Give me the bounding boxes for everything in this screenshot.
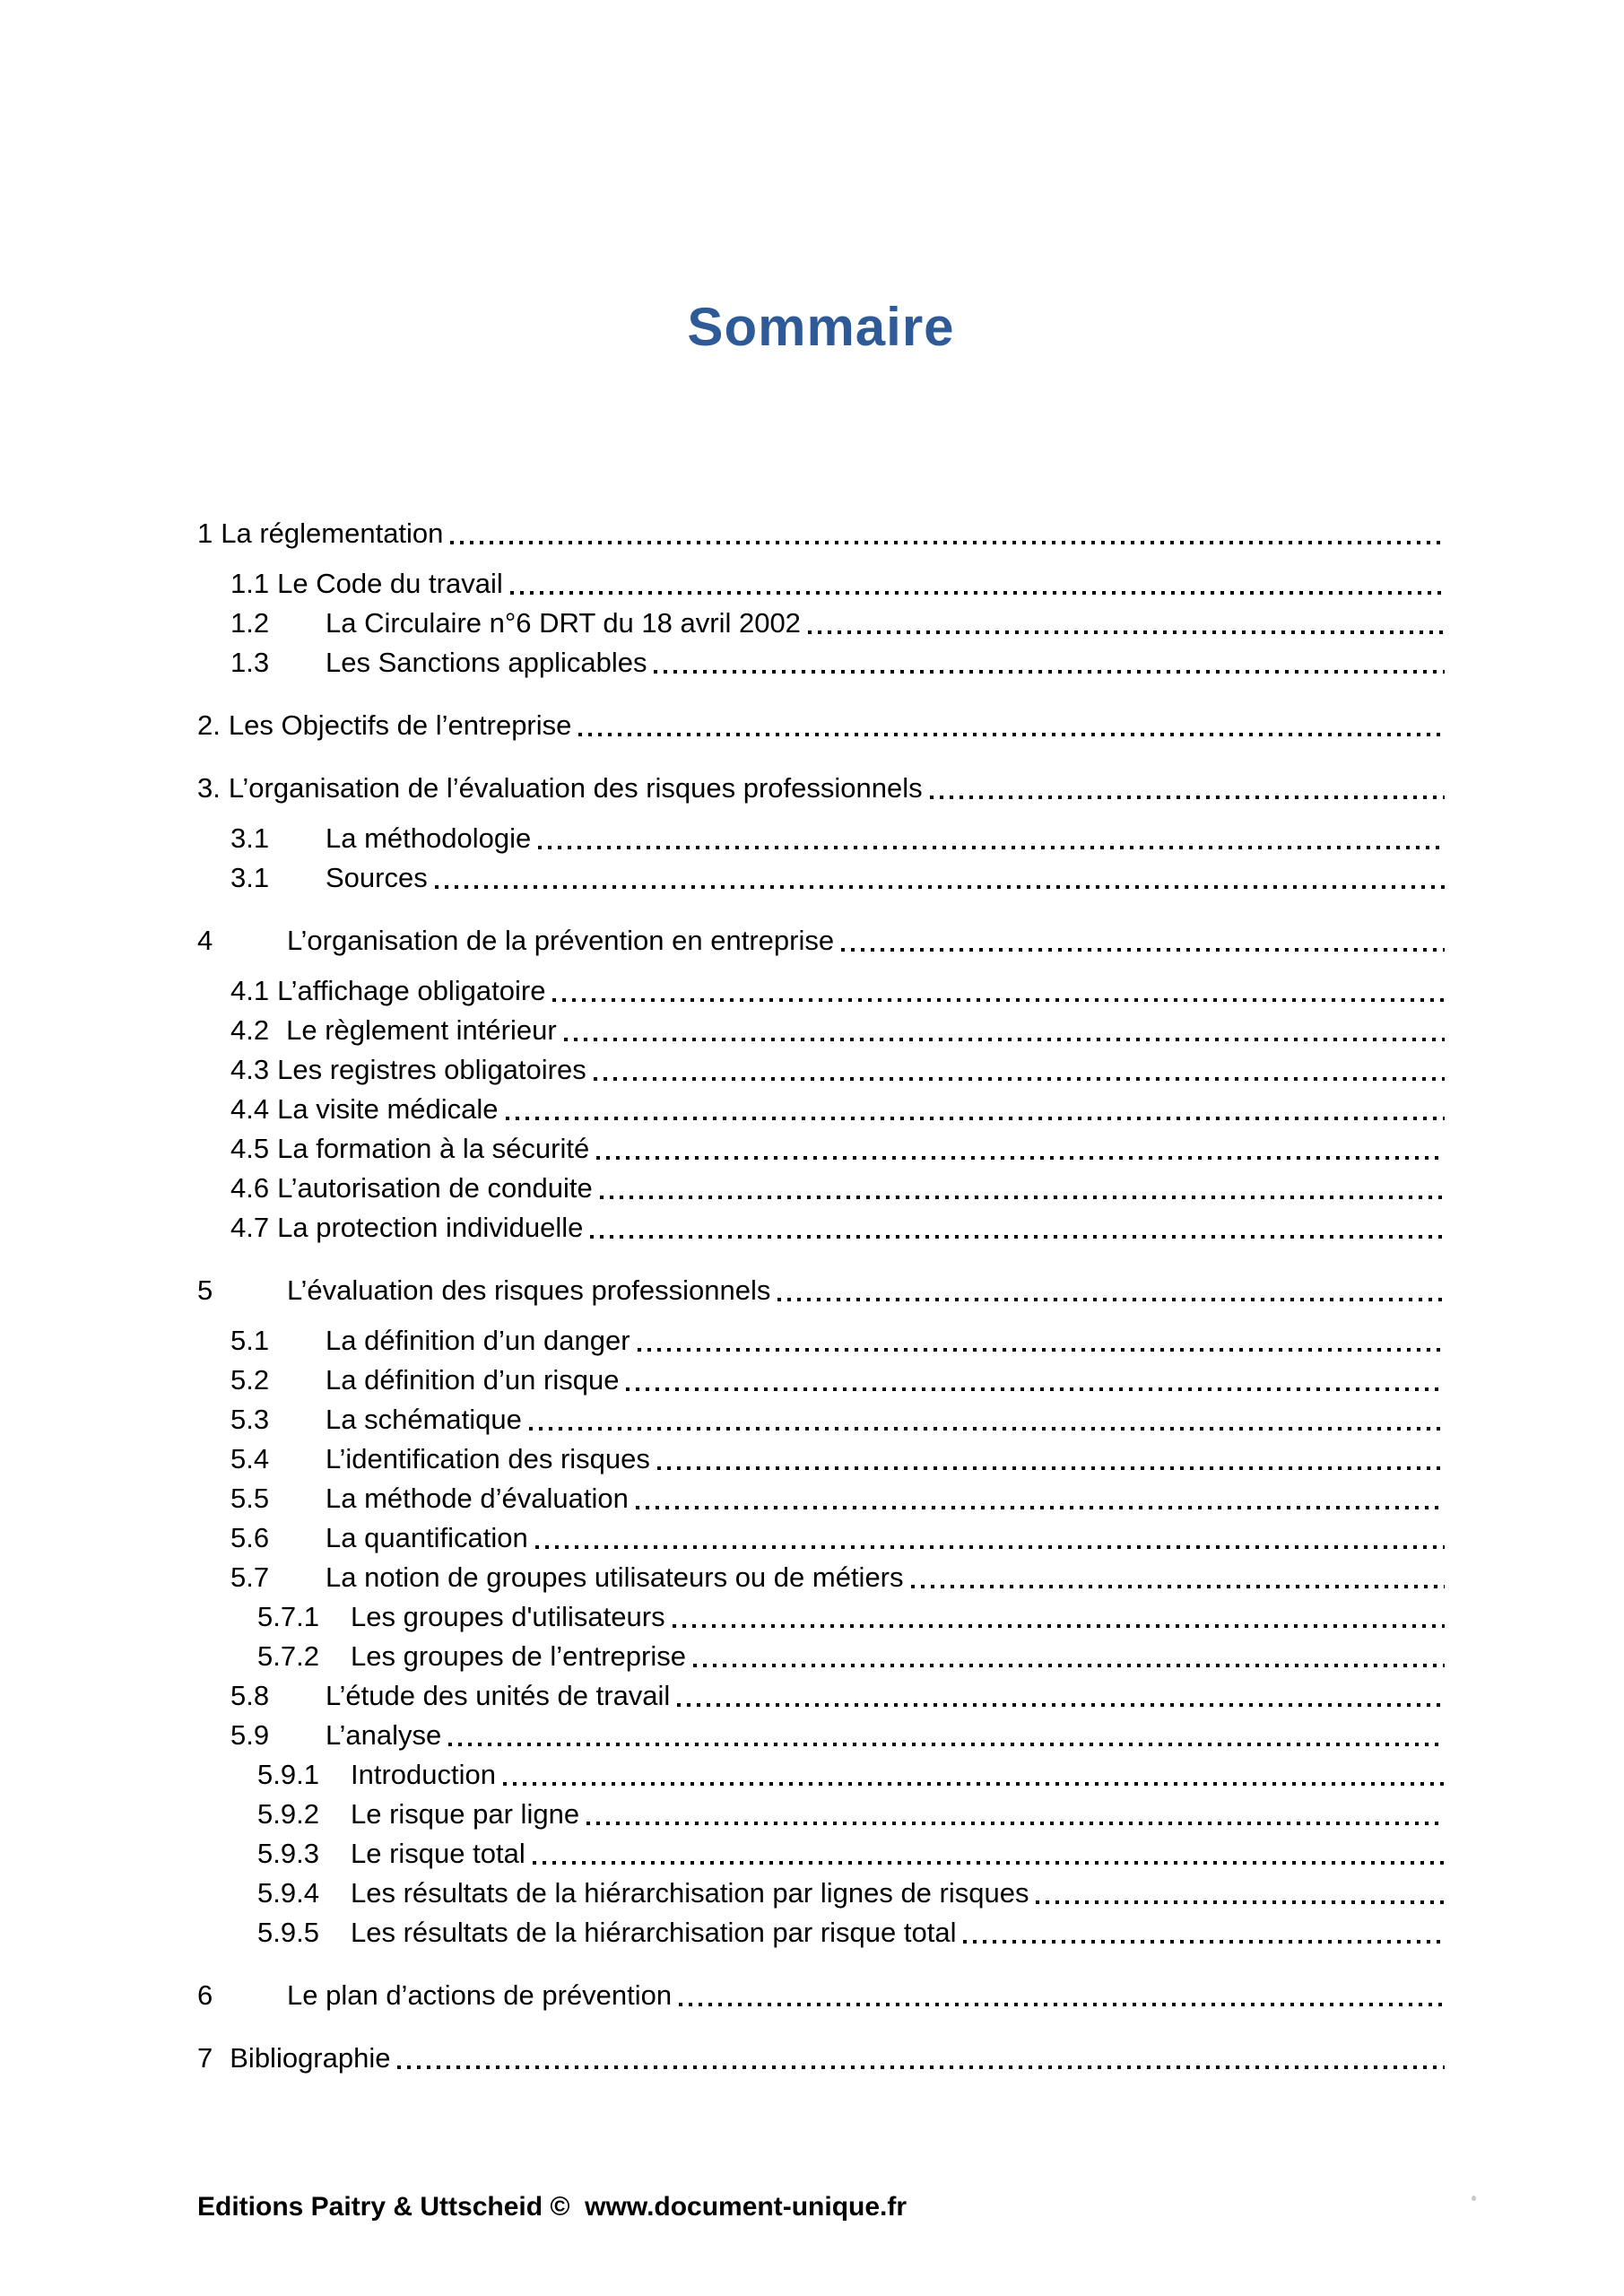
dot-leader bbox=[911, 1585, 1445, 1588]
dot-leader bbox=[510, 591, 1445, 595]
toc-entry[interactable] bbox=[197, 1400, 1445, 1439]
toc-entry[interactable] bbox=[197, 921, 1445, 961]
toc-entry[interactable] bbox=[197, 1271, 1445, 1310]
toc-entry-title: La quantification bbox=[326, 1522, 528, 1553]
toc-entry-number: 1 bbox=[197, 517, 213, 549]
dot-leader bbox=[448, 1743, 1445, 1746]
toc-entry-number: 5.7.1 bbox=[257, 1601, 319, 1632]
toc-entry-number: 4.6 bbox=[230, 1172, 270, 1204]
toc-entry-number: 5.4 bbox=[230, 1443, 270, 1474]
toc-entry[interactable] bbox=[197, 1439, 1445, 1479]
toc-entry[interactable] bbox=[197, 1361, 1445, 1400]
dot-leader bbox=[626, 1387, 1445, 1391]
toc-entry-number: 5.9.2 bbox=[257, 1798, 319, 1830]
toc-entry-number: 4.3 bbox=[230, 1054, 270, 1085]
toc-entry[interactable] bbox=[197, 858, 1445, 898]
toc-entry-title: Sources bbox=[326, 862, 428, 893]
dot-leader bbox=[841, 948, 1445, 952]
toc-entry[interactable] bbox=[197, 1913, 1445, 1952]
toc-entry-number: 5.2 bbox=[230, 1364, 270, 1396]
dot-leader bbox=[657, 1466, 1445, 1470]
toc-entry[interactable] bbox=[197, 1834, 1445, 1874]
toc-entry-number: 1.1 bbox=[230, 568, 270, 599]
toc-entry-title: Les résultats de la hiérarchisation par risque total bbox=[351, 1917, 957, 1948]
toc-entry-number: 5.9.3 bbox=[257, 1838, 319, 1869]
toc-entry-number: 5.1 bbox=[230, 1325, 270, 1356]
dot-leader bbox=[638, 1348, 1445, 1352]
toc-entry-number: 5.9 bbox=[230, 1719, 270, 1751]
dot-leader bbox=[564, 1038, 1445, 1041]
toc-entry-number: 4.2 bbox=[230, 1014, 270, 1046]
toc-entry-title: La formation à la sécurité bbox=[277, 1133, 590, 1164]
toc-entry-title: Les groupes d'utilisateurs bbox=[351, 1601, 665, 1632]
toc-entry[interactable] bbox=[197, 1011, 1445, 1050]
toc-entry[interactable] bbox=[197, 643, 1445, 683]
toc-entry-number: 4.1 bbox=[230, 975, 270, 1006]
toc-entry-title: Les groupes de l’entreprise bbox=[351, 1640, 686, 1672]
dot-leader bbox=[654, 670, 1445, 674]
dot-leader bbox=[529, 1427, 1445, 1431]
toc-entry-number: 2. bbox=[197, 709, 221, 741]
page-title: Sommaire bbox=[687, 297, 955, 357]
footer-text: Editions Paitry & Uttscheid © www.document-unique.fr bbox=[197, 2192, 908, 2222]
toc-entry[interactable] bbox=[197, 1597, 1445, 1637]
toc-entry-title: L’affichage obligatoire bbox=[277, 975, 546, 1006]
toc-entry[interactable] bbox=[197, 971, 1445, 1011]
dot-leader bbox=[808, 631, 1445, 634]
toc-entry-number: 7 bbox=[197, 2042, 213, 2074]
toc-entry[interactable] bbox=[197, 1874, 1445, 1913]
toc-entry[interactable] bbox=[197, 1208, 1445, 1248]
toc-entry-title: Les résultats de la hiérarchisation par lignes de risques bbox=[351, 1877, 1029, 1909]
toc-entry[interactable] bbox=[197, 819, 1445, 858]
dot-leader bbox=[1036, 1900, 1445, 1904]
toc-entry-title: Les Sanctions applicables bbox=[326, 647, 647, 678]
toc-entry[interactable] bbox=[197, 2039, 1445, 2078]
dot-leader bbox=[596, 1156, 1445, 1160]
dot-leader bbox=[538, 846, 1445, 849]
toc-entry-title: L’étude des unités de travail bbox=[326, 1680, 671, 1711]
dot-leader bbox=[435, 885, 1445, 889]
toc-entry-title: Le risque par ligne bbox=[351, 1798, 580, 1830]
toc-entry-number: 4.4 bbox=[230, 1093, 270, 1125]
toc-entry[interactable] bbox=[197, 1976, 1445, 2015]
toc-entry-title: L’organisation de la prévention en entreprise bbox=[287, 925, 835, 956]
toc-entry-title: La méthode d’évaluation bbox=[326, 1483, 629, 1514]
toc-entry[interactable] bbox=[197, 604, 1445, 643]
toc-entry[interactable] bbox=[197, 1050, 1445, 1090]
toc-entry-title: Le risque total bbox=[351, 1838, 525, 1869]
dot-leader bbox=[586, 1822, 1445, 1825]
toc-entry-title: La définition d’un risque bbox=[326, 1364, 620, 1396]
toc-entry-number: 5.3 bbox=[230, 1404, 270, 1435]
dot-leader bbox=[578, 733, 1445, 736]
toc-entry-number: 5.5 bbox=[230, 1483, 270, 1514]
dot-leader bbox=[673, 1624, 1445, 1628]
toc-entry-number: 5.7.2 bbox=[257, 1640, 319, 1672]
toc-entry-title: Bibliographie bbox=[230, 2042, 391, 2074]
toc-entry-title: Le règlement intérieur bbox=[286, 1014, 557, 1046]
toc-entry-number: 5 bbox=[197, 1274, 213, 1306]
dot-leader bbox=[450, 541, 1445, 544]
toc-entry-title: L’identification des risques bbox=[326, 1443, 650, 1474]
dot-leader bbox=[535, 1545, 1445, 1549]
dot-leader bbox=[590, 1235, 1445, 1239]
dot-leader bbox=[503, 1782, 1445, 1786]
toc-entry[interactable] bbox=[197, 1637, 1445, 1676]
dot-leader bbox=[963, 1940, 1445, 1944]
toc-entry-title: Introduction bbox=[351, 1759, 496, 1790]
toc-entry[interactable] bbox=[197, 1676, 1445, 1716]
toc-entry-title: Les registres obligatoires bbox=[277, 1054, 586, 1085]
toc-entry[interactable] bbox=[197, 1129, 1445, 1169]
toc-entry-number: 5.9.4 bbox=[257, 1877, 319, 1909]
toc-entry[interactable] bbox=[197, 1090, 1445, 1129]
toc-entry[interactable] bbox=[197, 514, 1445, 553]
dot-leader bbox=[777, 1298, 1445, 1301]
toc-list bbox=[197, 514, 1445, 2078]
toc-entry-number: 3.1 bbox=[230, 862, 270, 893]
dot-leader bbox=[693, 1664, 1445, 1667]
toc-entry[interactable] bbox=[197, 564, 1445, 604]
toc-entry-number: 5.8 bbox=[230, 1680, 270, 1711]
dot-leader bbox=[636, 1506, 1445, 1509]
toc-entry-number: 3. bbox=[197, 772, 221, 804]
dot-leader bbox=[533, 1861, 1445, 1865]
toc-entry[interactable] bbox=[197, 1755, 1445, 1795]
toc-entry-title: La schématique bbox=[326, 1404, 522, 1435]
toc-entry[interactable] bbox=[197, 769, 1445, 808]
dot-leader bbox=[506, 1117, 1445, 1120]
dot-leader bbox=[552, 998, 1445, 1002]
toc-entry-title: Les Objectifs de l’entreprise bbox=[228, 709, 572, 741]
dot-leader bbox=[930, 796, 1445, 799]
toc-entry-number: 3.1 bbox=[230, 822, 270, 854]
toc-entry-number: 5.9.1 bbox=[257, 1759, 319, 1790]
toc-entry[interactable] bbox=[197, 1518, 1445, 1558]
scan-artifact-dot bbox=[1472, 2196, 1476, 2201]
dot-leader bbox=[677, 1703, 1445, 1707]
toc-entry-number: 6 bbox=[197, 1979, 213, 2011]
toc-entry-title: L’organisation de l’évaluation des risques professionnels bbox=[228, 772, 923, 804]
toc-entry-title: Le Code du travail bbox=[277, 568, 503, 599]
toc-entry-number: 4.5 bbox=[230, 1133, 270, 1164]
dot-leader bbox=[679, 2003, 1445, 2006]
toc-entry-number: 5.9.5 bbox=[257, 1917, 319, 1948]
toc-entry-title: La visite médicale bbox=[277, 1093, 499, 1125]
toc-entry-number: 5.7 bbox=[230, 1561, 270, 1593]
toc-entry-number: 1.2 bbox=[230, 607, 270, 639]
dot-leader bbox=[600, 1196, 1445, 1199]
toc-entry[interactable] bbox=[197, 1169, 1445, 1208]
toc-entry-title: La définition d’un danger bbox=[326, 1325, 630, 1356]
toc-entry[interactable] bbox=[197, 1795, 1445, 1834]
toc-entry-title: La méthodologie bbox=[326, 822, 532, 854]
toc-entry-title: La réglementation bbox=[221, 517, 444, 549]
toc-entry-number: 1.3 bbox=[230, 647, 270, 678]
dot-leader bbox=[594, 1077, 1445, 1081]
toc-entry[interactable] bbox=[197, 1558, 1445, 1597]
toc-entry-title: L’analyse bbox=[326, 1719, 442, 1751]
toc-entry-number: 4.7 bbox=[230, 1212, 270, 1243]
toc-entry-title: La protection individuelle bbox=[277, 1212, 584, 1243]
toc-entry-title: L’autorisation de conduite bbox=[277, 1172, 593, 1204]
toc-entry[interactable] bbox=[197, 1321, 1445, 1361]
toc-entry-number: 4 bbox=[197, 925, 213, 956]
toc-entry-title: L’évaluation des risques professionnels bbox=[287, 1274, 771, 1306]
toc-entry-title: Le plan d’actions de prévention bbox=[287, 1979, 673, 2011]
dot-leader bbox=[397, 2066, 1445, 2069]
toc-entry[interactable] bbox=[197, 1716, 1445, 1755]
toc-entry[interactable] bbox=[197, 706, 1445, 745]
toc-entry-number: 5.6 bbox=[230, 1522, 270, 1553]
toc-entry[interactable] bbox=[197, 1479, 1445, 1518]
toc-entry-title: La notion de groupes utilisateurs ou de métiers bbox=[326, 1561, 904, 1593]
toc-entry-title: La Circulaire n°6 DRT du 18 avril 2002 bbox=[326, 607, 801, 639]
